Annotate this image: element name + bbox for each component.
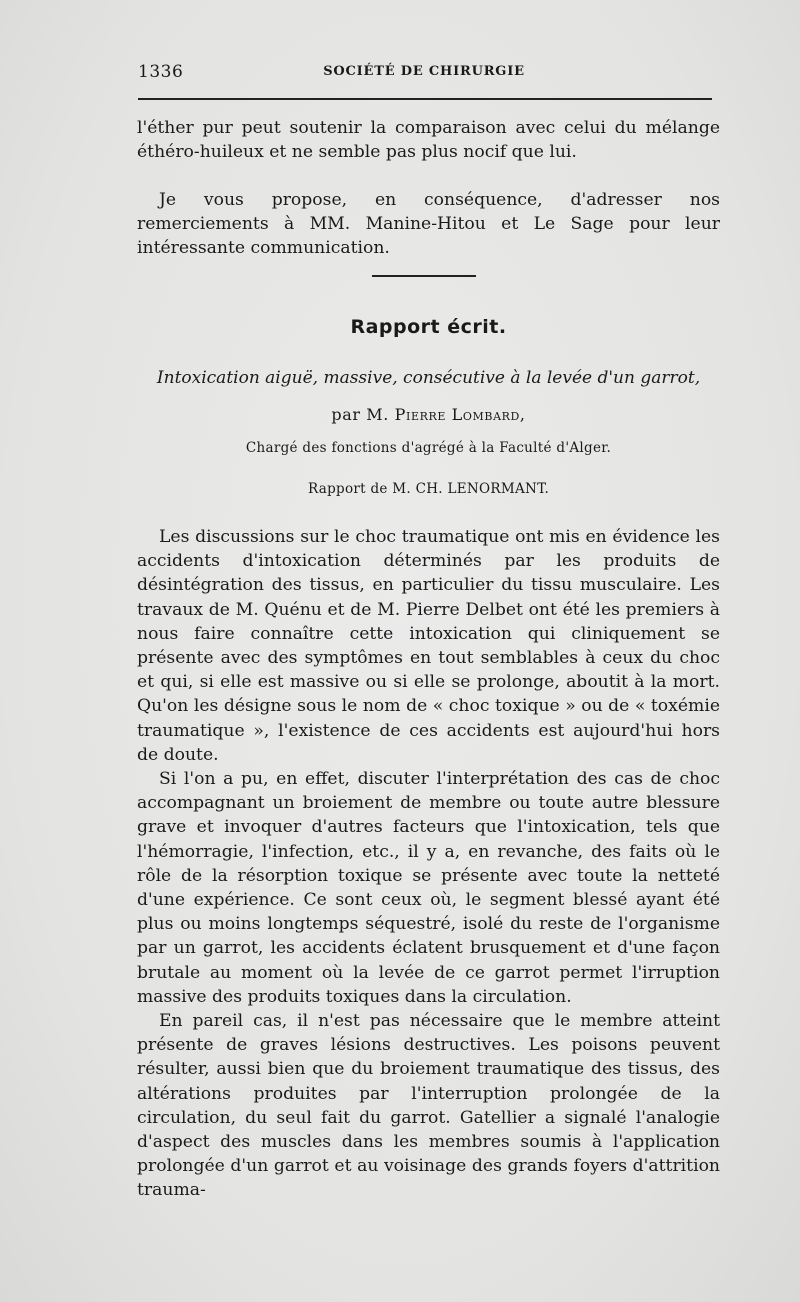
reporter-line: Rapport de M. CH. LENORMANT. xyxy=(307,481,550,497)
author-affiliation: Chargé des fonctions d'agrégé à la Faculté d'Alger. xyxy=(245,440,612,456)
page-header xyxy=(138,62,710,84)
intro-paragraph-2: Je vous propose, en conséquence, d'adresser nos remerciements à MM. Manine-Hitou et Le Sage pour leur intéressante communication. xyxy=(137,190,720,259)
running-title: SOCIÉTÉ DE CHIRURGIE xyxy=(323,64,525,79)
body-text xyxy=(137,525,720,1203)
body-paragraph-3: En pareil cas, il n'est pas nécessaire que le membre atteint présente de graves lésions destructives. Les poisons peuvent résulter, aussi bien que du broiement traumatique des tissus, des altérations produites par l'interruption prolongée de la circulation, du seul fait du garrot. Gatellier a signalé l'analogie d'aspect des muscles dans les membres soumis à l'application prolongée d'un garrot et au voisinage des grands foyers d'attrition trauma- xyxy=(137,1011,720,1201)
body-paragraph-2: Si l'on a pu, en effet, discuter l'interprétation des cas de choc accompagnant un broiement de membre ou toute autre blessure grave et invoquer d'autres facteurs que l'intoxication, tels que l'hémorragie, l'infection, etc., il y a, en revanche, des faits où le rôle de la résorption toxique se présente avec toute la netteté d'une expérience. Ce sont ceux où, le segment blessé ayant été plus ou moins longtemps séquestré, isolé du reste de l'organisme par un garrot, les accidents éclatent brusquement et d'une façon brutale au moment où la levée de ce garrot permet l'irruption massive des produits toxiques dans la circulation. xyxy=(137,769,720,1007)
author-name: Pierre Lombard, xyxy=(394,405,526,424)
body-paragraph-1: Les discussions sur le choc traumatique ont mis en évidence les accidents d'intoxication déterminés par les produits de désintégration des tissus, en particulier du tissu musculaire. Les travaux de M. Quénu et de M. Pierre Delbet ont été les premiers à nous faire connaître cette intoxication qui cliniquement se présente avec des symptômes en tout semblables à ceux du choc et qui, si elle est massive ou si elle se prolonge, aboutit à la mort. Qu'on les désigne sous le nom de « choc toxique » ou de « toxémie traumatique », l'existence de ces accidents est aujourd'hui hors de doute. xyxy=(137,527,720,765)
page-number: 1336 xyxy=(138,62,184,82)
header-rule xyxy=(138,98,712,100)
section-title: Rapport écrit. xyxy=(350,316,507,338)
author-line xyxy=(137,405,720,424)
section-divider xyxy=(372,275,476,277)
article-title: Intoxication aiguë, massive, consécutive à la levée d'un garrot, xyxy=(156,368,701,388)
author-prefix: par M. xyxy=(331,405,389,424)
intro-paragraph-1: l'éther pur peut soutenir la comparaison avec celui du mélange éthéro-huileux et ne semble pas plus nocif que lui. xyxy=(137,118,720,163)
